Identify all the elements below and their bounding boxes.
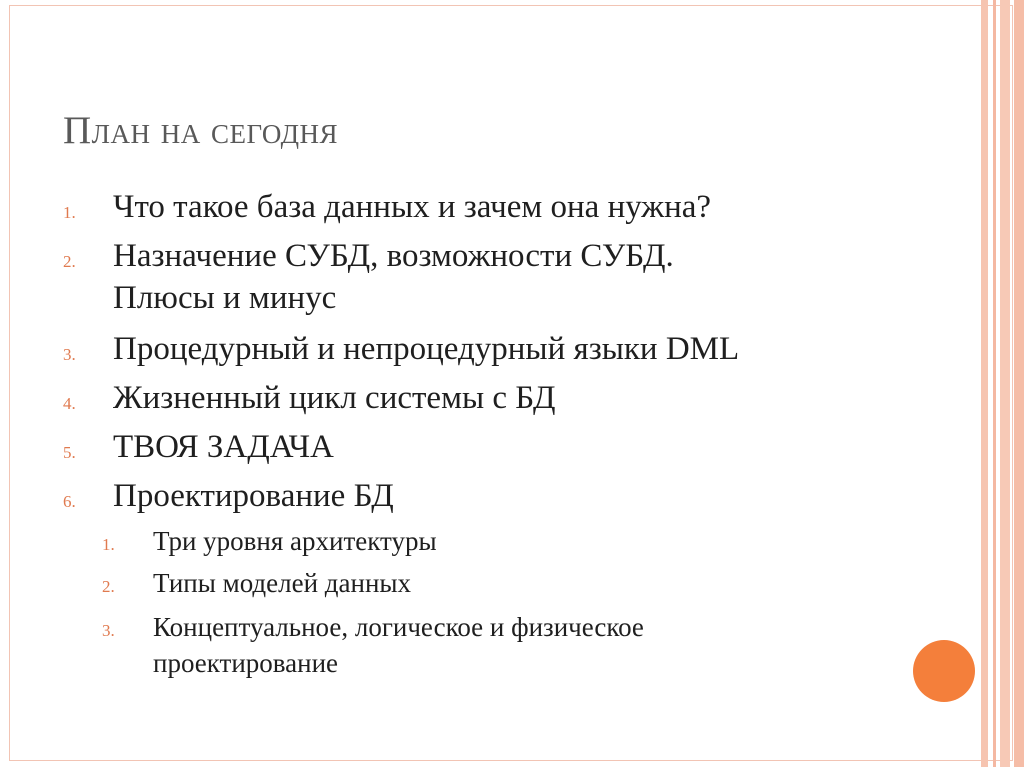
- item-number: 1.: [63, 203, 76, 222]
- subitem-number: 3.: [102, 621, 115, 640]
- item-text: Жизненный цикл системы с БД: [113, 380, 556, 416]
- subitem-text: Три уровня архитектуры: [153, 526, 437, 556]
- item-number: 3.: [63, 345, 76, 364]
- decor-stripe: [981, 0, 988, 767]
- decor-stripe: [1014, 0, 1024, 767]
- item-text: Что такое база данных и зачем она нужна?: [113, 189, 712, 225]
- item-text: Назначение СУБД, возможности СУБД.: [113, 238, 674, 274]
- subitem-number: 1.: [102, 535, 115, 554]
- decor-stripe: [993, 0, 996, 767]
- item-text: ТВОЯ ЗАДАЧА: [113, 429, 334, 465]
- item-number: 5.: [63, 443, 76, 462]
- item-number: 2.: [63, 252, 76, 271]
- subitem-text-continued: проектирование: [153, 648, 339, 678]
- item-text-continued: Плюсы и минус: [113, 280, 337, 316]
- slide-title: План на сегодня: [63, 109, 338, 152]
- item-number: 4.: [63, 394, 76, 413]
- subitem-number: 2.: [102, 577, 115, 596]
- item-text: Процедурный и непроцедурный языки DML: [113, 331, 740, 367]
- subitem-text: Типы моделей данных: [153, 568, 412, 598]
- item-text: Проектирование БД: [113, 478, 394, 514]
- item-number: 6.: [63, 492, 76, 511]
- subitem-text: Концептуальное, логическое и физическое: [153, 612, 644, 642]
- decor-circle: [913, 640, 975, 702]
- decor-stripe: [1000, 0, 1010, 767]
